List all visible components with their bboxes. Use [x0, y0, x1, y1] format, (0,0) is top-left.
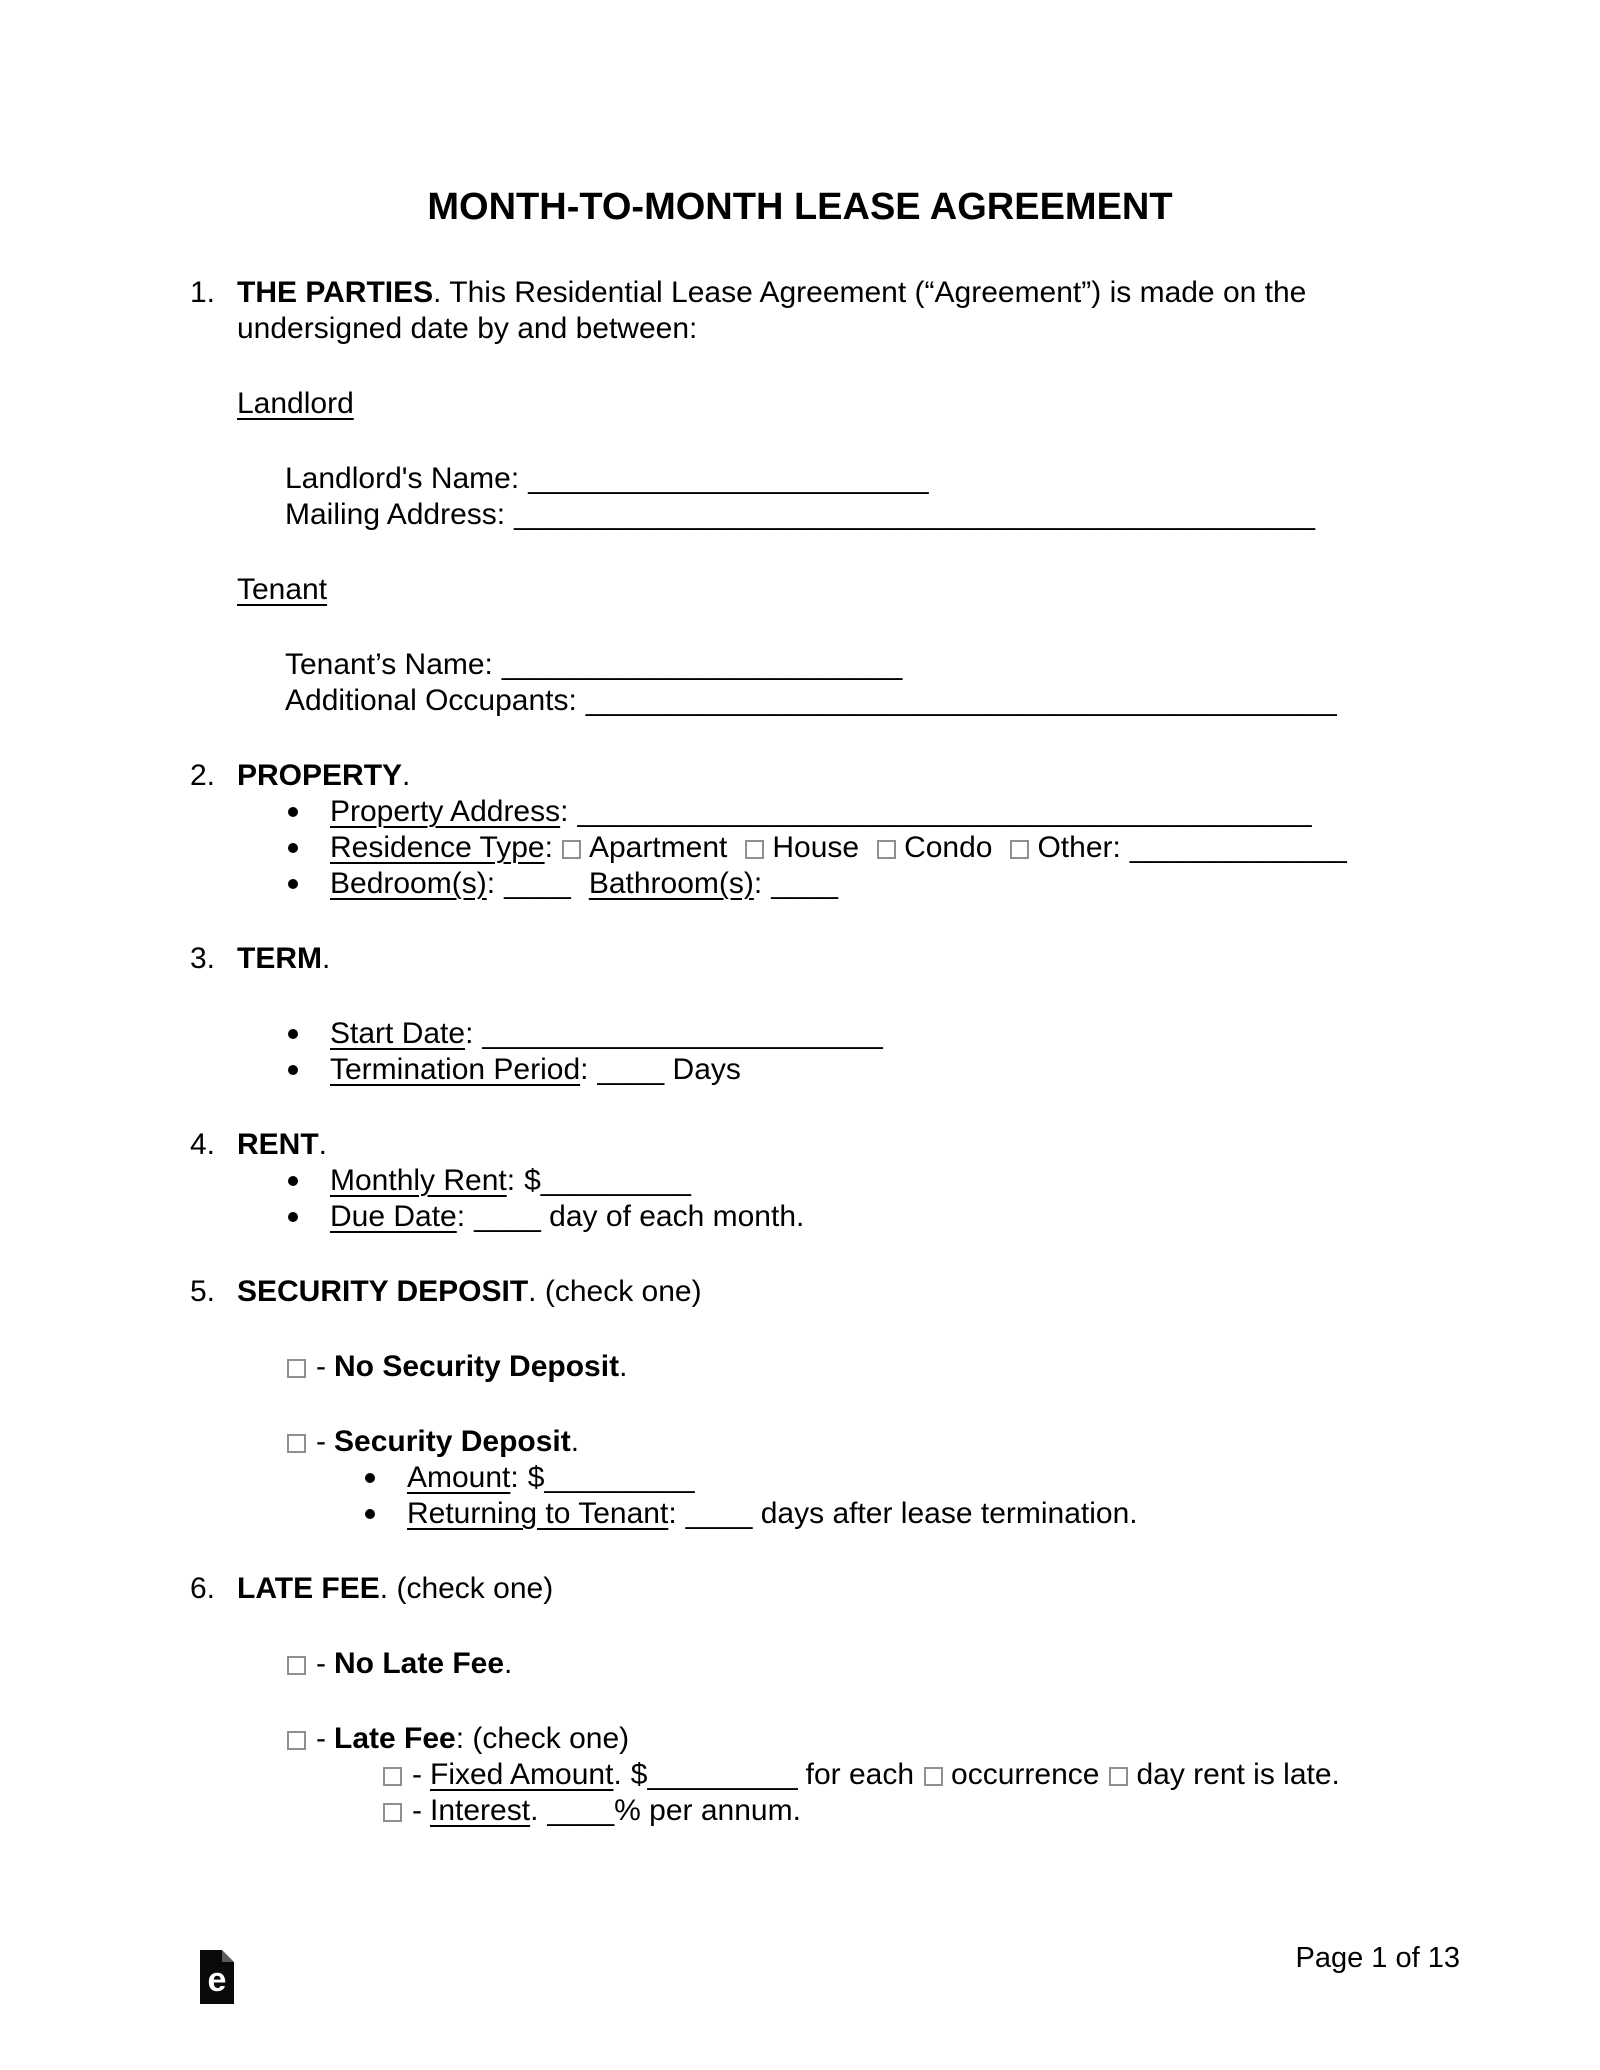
interest-checkbox[interactable] [383, 1803, 402, 1822]
apartment-option-label: Apartment [588, 831, 728, 864]
tenant-name-row [285, 647, 1600, 683]
additional-occupants-blank[interactable]: _____________________________________________ [585, 684, 1337, 717]
section-security-deposit-heading: SECURITY DEPOSIT [237, 1275, 529, 1308]
deposit-amount-label: Amount [407, 1461, 511, 1494]
condo-option-label: Condo [904, 831, 993, 864]
late-fee-row [287, 1721, 1600, 1757]
interest-row [383, 1793, 1600, 1829]
interest-blank[interactable]: ____ [547, 1794, 615, 1827]
due-date-blank[interactable]: ____ [474, 1200, 541, 1233]
section-security-deposit-heading-row [190, 1274, 1600, 1310]
start-date-label: Start Date [330, 1017, 466, 1050]
security-deposit-row [287, 1424, 1600, 1460]
bedroom-blank[interactable]: ____ [504, 867, 571, 900]
section-late-fee-heading-row [190, 1571, 1600, 1607]
additional-occupants-row [285, 683, 1600, 719]
no-security-deposit-row [287, 1349, 1600, 1385]
landlord-subheading: Landlord [237, 387, 354, 420]
tenant-subheading: Tenant [237, 573, 328, 606]
dash: - [316, 1647, 326, 1680]
property-address-row [330, 794, 1600, 830]
late-fee-label: Late Fee [334, 1722, 456, 1755]
deposit-amount-row [407, 1460, 1600, 1496]
fixed-amount-checkbox[interactable] [383, 1767, 402, 1786]
section-property-heading-suffix: . [402, 759, 411, 792]
termination-period-suffix: Days [664, 1053, 741, 1086]
dash: - [316, 1722, 326, 1755]
section-number: 2. [190, 759, 216, 792]
document-title: MONTH-TO-MONTH LEASE AGREEMENT [427, 186, 1173, 228]
due-date-label: Due Date [330, 1200, 457, 1233]
landlord-name-row [285, 461, 1600, 497]
section-late-fee-heading-suffix: . (check one) [379, 1572, 554, 1605]
no-late-fee-checkbox[interactable] [287, 1656, 306, 1675]
fixed-amount-blank[interactable]: $_________ [630, 1758, 798, 1791]
section-term-heading-row [190, 941, 1600, 977]
occurrence-label: occurrence [951, 1758, 1100, 1791]
bathroom-label: Bathroom(s) [588, 867, 754, 900]
section-rent-heading-row [190, 1127, 1600, 1163]
security-deposit-checkbox[interactable] [287, 1434, 306, 1453]
bathroom-blank[interactable]: ____ [771, 867, 838, 900]
colon: : [456, 1200, 466, 1233]
dash: - [412, 1758, 422, 1791]
mailing-address-row [285, 497, 1600, 533]
fixed-amount-label: Fixed Amount [430, 1758, 614, 1791]
monthly-rent-row [330, 1163, 1600, 1199]
start-date-row [330, 1016, 1600, 1052]
deposit-amount-blank[interactable]: $_________ [527, 1461, 695, 1494]
tenant-name-blank[interactable]: ________________________ [501, 648, 903, 681]
no-late-fee-row [287, 1646, 1600, 1682]
colon: : [560, 795, 569, 828]
returning-to-tenant-suffix: days after lease termination. [752, 1497, 1138, 1530]
house-option-label: House [772, 831, 860, 864]
returning-to-tenant-row [407, 1496, 1600, 1532]
section-number: 5. [190, 1275, 216, 1308]
fixed-amount-for-each-text: for each [805, 1758, 915, 1791]
other-option-label: Other: [1037, 831, 1121, 864]
landlord-name-blank[interactable]: ________________________ [528, 462, 929, 495]
mailing-address-blank[interactable]: ________________________________________________ [514, 498, 1315, 531]
due-date-row [330, 1199, 1600, 1235]
colon: : [580, 1053, 589, 1086]
termination-period-label: Termination Period [330, 1053, 581, 1086]
monthly-rent-label: Monthly Rent [330, 1164, 507, 1197]
bedroom-bathroom-row [330, 866, 1600, 902]
tenant-name-label: Tenant’s Name: [285, 648, 493, 681]
section-number: 3. [190, 942, 216, 975]
no-late-fee-label: No Late Fee [334, 1647, 505, 1680]
interest-suffix: % per annum. [614, 1794, 801, 1827]
section-property-heading-row [190, 758, 1600, 794]
apartment-checkbox[interactable] [562, 840, 581, 859]
colon: : [753, 867, 763, 900]
section-parties-intro-text: . This Residential Lease Agreement (“Agreement”) is made on the undersigned date by and between: [237, 276, 1307, 345]
section-term-heading: TERM [237, 942, 322, 975]
security-deposit-label: Security Deposit [334, 1425, 571, 1458]
section-number: 1. [190, 276, 216, 309]
day-rent-late-checkbox[interactable] [1109, 1767, 1128, 1786]
returning-to-tenant-blank[interactable]: ____ [685, 1497, 753, 1530]
logo-letter: e [207, 1961, 227, 1999]
monthly-rent-blank[interactable]: $_________ [524, 1164, 691, 1197]
day-rent-late-label: day rent is late. [1136, 1758, 1340, 1791]
dash: - [412, 1794, 422, 1827]
section-rent-heading-suffix: . [318, 1128, 328, 1161]
colon: : [510, 1461, 519, 1494]
eforms-logo-icon [200, 1950, 234, 2004]
no-security-deposit-label: No Security Deposit [334, 1350, 620, 1383]
due-date-suffix: day of each month. [540, 1200, 805, 1233]
start-date-blank[interactable]: ________________________ [482, 1017, 883, 1050]
termination-period-blank[interactable]: ____ [597, 1053, 665, 1086]
section-late-fee-heading: LATE FEE [237, 1572, 380, 1605]
period: . [613, 1758, 622, 1791]
mailing-address-label: Mailing Address: [285, 498, 506, 531]
colon: : [486, 867, 496, 900]
period: . [530, 1794, 539, 1827]
other-blank[interactable]: _____________ [1129, 831, 1347, 864]
logo-corner-cut [222, 1950, 234, 1962]
section-rent-heading: RENT [237, 1128, 319, 1161]
termination-period-row [330, 1052, 1600, 1088]
late-fee-suffix: : (check one) [455, 1722, 630, 1755]
house-checkbox[interactable] [745, 840, 764, 859]
landlord-name-label: Landlord's Name: [285, 462, 520, 495]
occurrence-checkbox[interactable] [924, 1767, 943, 1786]
bedroom-label: Bedroom(s) [330, 867, 487, 900]
section-parties-intro [190, 275, 1417, 347]
colon: : [465, 1017, 474, 1050]
condo-checkbox[interactable] [877, 840, 896, 859]
fixed-amount-row [383, 1757, 1600, 1793]
interest-label: Interest [430, 1794, 531, 1827]
late-fee-checkbox[interactable] [287, 1731, 306, 1750]
property-address-label: Property Address [330, 795, 561, 828]
period: . [619, 1350, 628, 1383]
other-checkbox[interactable] [1010, 840, 1029, 859]
property-address-blank[interactable]: ____________________________________________ [577, 795, 1312, 828]
section-number: 6. [190, 1572, 216, 1605]
no-security-deposit-checkbox[interactable] [287, 1359, 306, 1378]
section-term-heading-suffix: . [322, 942, 331, 975]
section-parties-heading: THE PARTIES [237, 276, 434, 309]
period: . [570, 1425, 580, 1458]
section-number: 4. [190, 1128, 216, 1161]
colon: : [544, 831, 553, 864]
colon: : [506, 1164, 516, 1197]
section-security-deposit-heading-suffix: . (check one) [528, 1275, 702, 1308]
residence-type-label: Residence Type [330, 831, 545, 864]
colon: : [668, 1497, 677, 1530]
dash: - [316, 1350, 326, 1383]
returning-to-tenant-label: Returning to Tenant [407, 1497, 669, 1530]
residence-type-row [330, 830, 1600, 866]
dash: - [316, 1425, 326, 1458]
page-number-label: Page 1 of 13 [1295, 1942, 1460, 1974]
additional-occupants-label: Additional Occupants: [285, 684, 577, 717]
period: . [504, 1647, 513, 1680]
section-property-heading: PROPERTY [237, 759, 403, 792]
